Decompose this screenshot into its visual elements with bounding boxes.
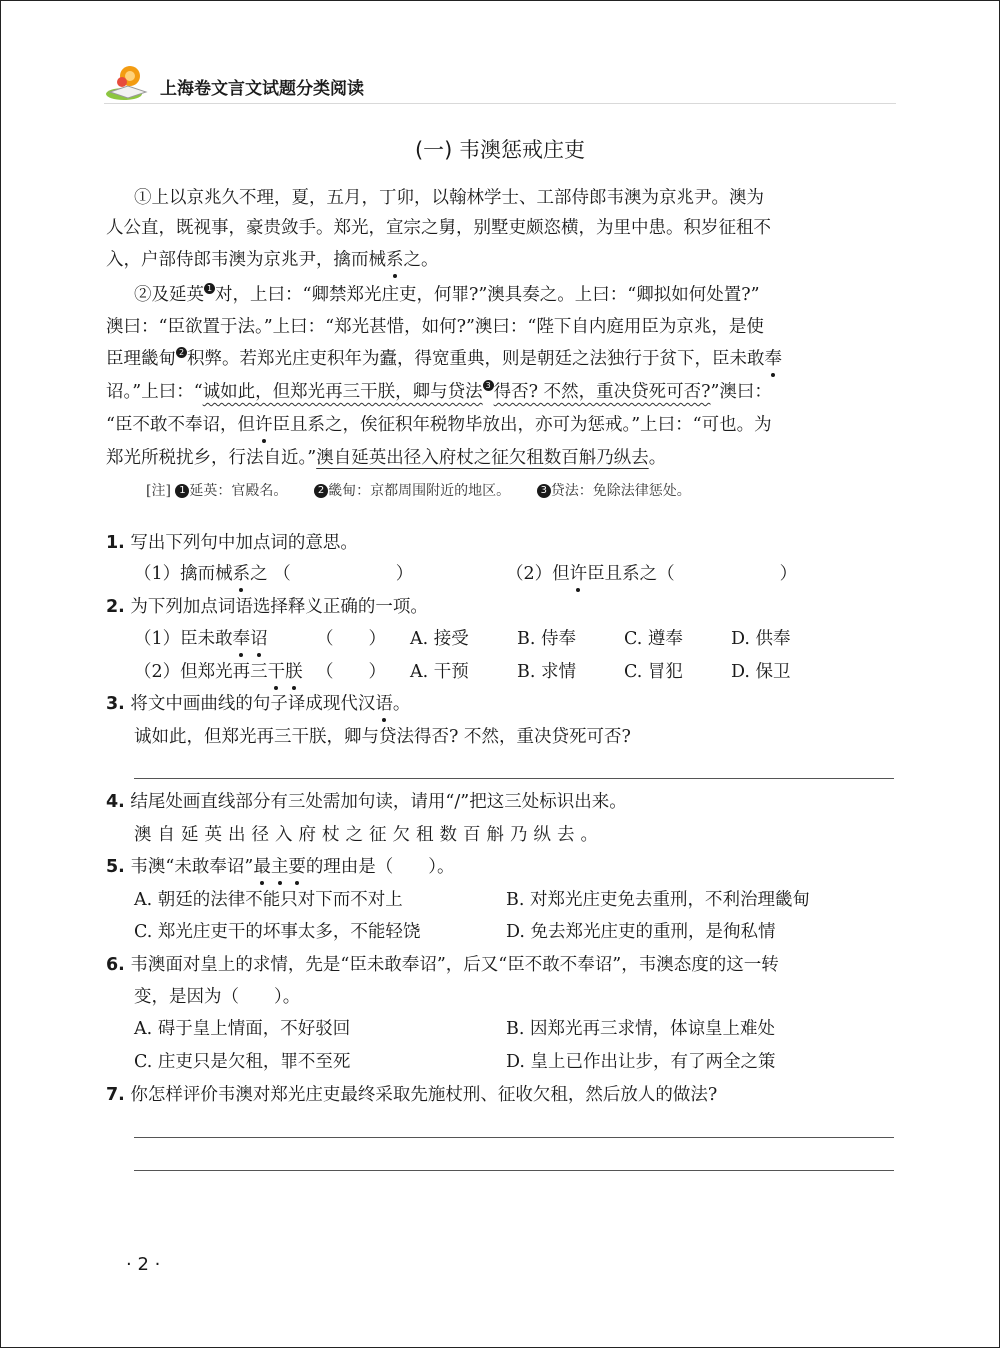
q2-row-1: （1）臣未敢奉诏 [134,624,268,654]
footnote-marker: 1 [204,283,215,294]
q1-item-2: （2）但许臣且系之（ ） [506,559,797,589]
note-number: 2 [314,484,328,498]
option: C. 郑光庄吏干的坏事太多，不能轻饶 [134,922,421,942]
answer-blank: （ ） [316,662,386,682]
wavy-underlined-sentence: 诚如此，但郑光再三干朕，卿与贷法 3 得否? 不然，重决贷死可否? [202,381,711,402]
answer-line[interactable] [134,778,894,779]
option: A. 接受 [410,629,469,649]
option: A. 朝廷的法律不能只对下而不对上 [134,890,403,910]
footnote-marker: 2 [176,347,187,358]
question-1: 1. 写出下列句中加点词的意思。 [106,533,358,553]
passage-line: 郑光所税扰乡，行法自近。”澳自延英出径入府杖之征欠租数百斛乃纵去。 [106,448,667,468]
answer-blank: （ ） [657,564,798,584]
q2-row-2: （2）但郑光再三干朕 [134,657,303,687]
dotted-char: 许 [255,410,273,440]
footnotes: [注] 1 延英：官殿名。 2 畿甸：京都周围附近的地区。 3 贷法：免除法律惩处。 [146,483,691,499]
question-2: 2. 为下列加点词语选择释义正确的一项。 [106,597,428,617]
question-3: 3. 将文中画曲线的句子译成现代汉语。 [106,689,410,719]
answer-line[interactable] [134,1170,894,1171]
q1-item-1: （1）擒而械系之 （ ） [134,559,413,589]
footnote-marker: 3 [483,380,494,391]
option: C. 庄吏只是欠租，罪不至死 [134,1052,351,1072]
book-title: 上海卷文言文试题分类阅读 [160,79,364,99]
passage-line: 入，户部侍郎韦澳为京兆尹，擒而械系之。 [106,245,439,275]
option: C. 遵奉 [624,629,683,649]
option: A. 碍于皇上情面，不好驳回 [134,1019,351,1039]
passage-line: 人公直，既视事，豪贵敛手。郑光，宣宗之舅，别墅吏颇恣横，为里中患。积岁征租不 [106,218,771,238]
question-5: 5. 韦澳“未敢奉诏”最主要的理由是（ ）。 [106,852,455,882]
question-6-cont: 变，是因为（ ）。 [134,987,301,1007]
passage-line: “臣不敢不奉诏，但许臣且系之，俟征积年税物毕放出，亦可为惩戒。”上曰：“可也。为 [106,410,772,440]
option: B. 因郑光再三求情，体谅皇上难处 [506,1019,775,1039]
passage-line: 臣理畿甸 2 积弊。若郑光庄吏积年为蠹，得宽重典，则是朝廷之法独行于贫下，臣未敢奉 [106,344,782,374]
passage-line: ①上以京兆久不理，夏，五月，丁卯，以翰林学士、工部侍郎韦澳为京兆尹。澳为 [134,188,764,208]
q3-sentence: 诚如此，但郑光再三干朕，卿与贷法得否? 不然，重决贷死可否? [134,727,631,747]
passage-line: 诏。”上曰：“诚如此，但郑光再三干朕，卿与贷法 3 得否? 不然，重决贷死可否?”澳曰： [106,381,772,402]
question-7: 7. 你怎样评价韦澳对郑光庄吏最终采取先施杖刑、征收欠租，然后放人的做法? [106,1085,718,1105]
answer-line[interactable] [134,1137,894,1138]
question-4: 4. 结尾处画直线部分有三处需加句读，请用“/”把这三处标识出来。 [106,792,627,812]
book-logo-icon [104,62,152,102]
option: B. 求情 [517,662,576,682]
option: D. 保卫 [731,662,791,682]
dotted-char: 奉 [765,344,783,374]
option: D. 皇上已作出让步，有了两全之策 [506,1052,776,1072]
passage-line: ②及延英 1 对，上曰：“卿禁郑光庄吏，何罪?”澳具奏之。上曰：“卿拟如何处置?” [134,284,760,305]
option: C. 冒犯 [624,662,683,682]
option: B. 侍奉 [517,629,576,649]
answer-blank: （ ） [273,564,414,584]
question-6: 6. 韦澳面对皇上的求情，先是“臣未敢奉诏”，后又“臣不敢不奉诏”，韦澳态度的这一转 [106,955,779,975]
header-divider [104,103,896,104]
page-header [104,62,404,102]
option: D. 供奉 [731,629,791,649]
q4-sentence: 澳自延英出径入府杖之征欠租数百斛乃纵去。 [134,825,604,845]
note-number: 1 [175,484,189,498]
option: A. 干预 [410,662,469,682]
page-number: · 2 · [126,1254,161,1275]
straight-underlined-sentence: 澳自延英出径入府杖之征欠租数百斛乃纵去 [316,448,649,468]
answer-blank: （ ） [316,629,386,649]
dotted-char: 系 [386,245,404,275]
section-title: (一) 韦澳惩戒庄吏 [414,138,586,162]
note-number: 3 [537,484,551,498]
option: B. 对郑光庄吏免去重刑，不利治理畿甸 [506,890,810,910]
passage-line: 澳曰：“臣欲置于法。”上曰：“郑光甚惜，如何?”澳曰：“陛下自内庭用臣为京兆，是使 [106,317,764,337]
option: D. 免去郑光庄吏的重刑，是徇私情 [506,922,776,942]
